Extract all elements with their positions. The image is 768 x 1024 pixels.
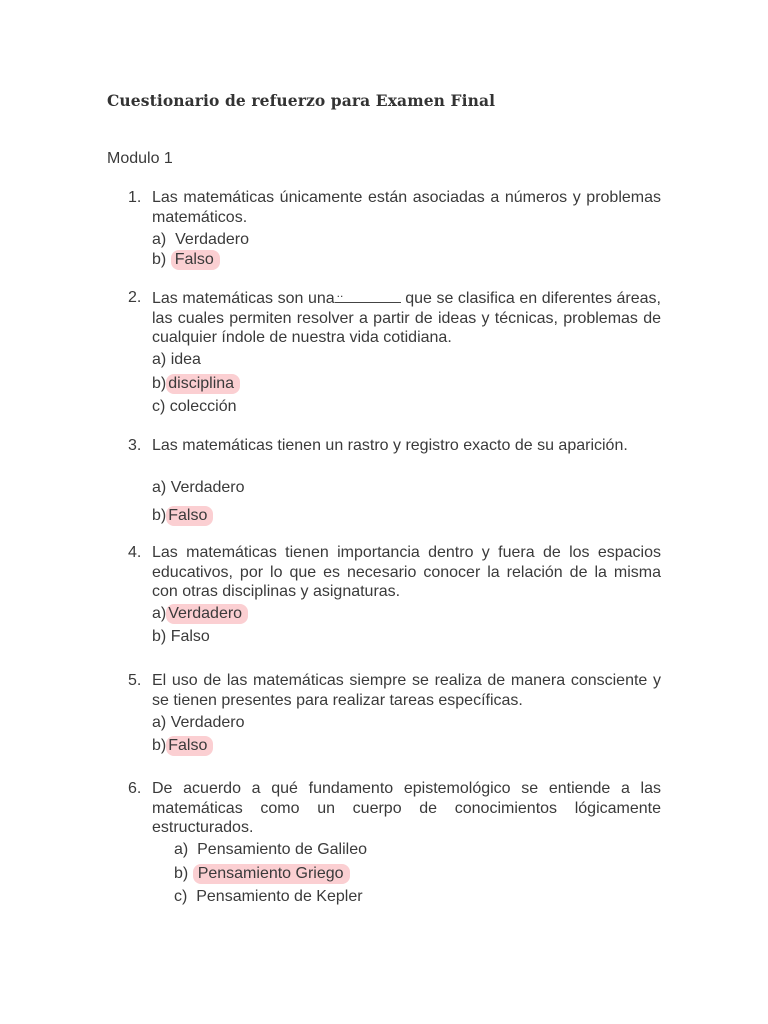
option-label: b) — [152, 628, 167, 645]
option-label: c) — [174, 888, 188, 905]
document-title: Cuestionario de refuerzo para Examen Final — [107, 91, 496, 110]
option-text-highlighted: Falso — [166, 736, 213, 756]
option-label: a) — [152, 231, 167, 248]
option-text: Pensamiento de Kepler — [196, 888, 363, 905]
question-text: Las matemáticas tienen importancia dentro y fuera de los espacios educativos, por lo que es necesario conocer la relación de la misma con otras disciplinas y asignaturas. — [152, 544, 661, 600]
option-text: Falso — [170, 628, 210, 645]
fill-in-blank — [335, 288, 401, 303]
option-a[interactable] — [152, 604, 248, 624]
question-number: 3. — [128, 437, 142, 454]
option-label: a) — [174, 841, 189, 858]
option-text-highlighted: Falso — [171, 250, 220, 270]
question-text: El uso de las matemáticas siempre se realiza de manera consciente y se tienen presentes para realizar tareas específicas. — [152, 672, 661, 709]
question-text-after: que se clasifica en diferentes áreas, las cuales permiten resolver a partir de ideas y técnicas, problemas de cualquier índole de nuestra vida cotidiana. — [152, 290, 661, 346]
option-a[interactable] — [152, 713, 245, 733]
option-text-highlighted: Pensamiento Griego — [193, 864, 350, 884]
question-text — [152, 288, 661, 348]
question-number: 5. — [128, 672, 142, 689]
option-label: a) — [152, 605, 167, 622]
option-label: b) — [152, 737, 167, 754]
option-c[interactable] — [152, 397, 236, 417]
question-number: 1. — [128, 189, 142, 206]
option-b[interactable] — [152, 250, 220, 270]
question-text-before: Las matemáticas son una — [152, 290, 335, 307]
option-text: Pensamiento de Galileo — [197, 841, 368, 858]
option-a[interactable] — [152, 230, 249, 250]
question-text: Las matemáticas únicamente están asociadas a números y problemas matemáticos. — [152, 189, 661, 226]
module-heading: Modulo 1 — [107, 150, 173, 167]
option-label: a) — [152, 714, 167, 731]
question-text: Las matemáticas tienen un rastro y registro exacto de su aparición. — [152, 437, 628, 454]
option-b[interactable] — [174, 864, 350, 884]
option-text-highlighted: disciplina — [166, 374, 240, 394]
option-c[interactable] — [174, 887, 363, 907]
option-a[interactable] — [152, 350, 201, 370]
question-text: De acuerdo a qué fundamento epistemológico se entiende a las matemáticas como un cuerpo de conocimientos lógicamente estructurados. — [152, 780, 661, 836]
question-number: 4. — [128, 544, 142, 561]
option-a[interactable] — [174, 840, 367, 860]
option-text: idea — [170, 351, 201, 368]
blank-mark: .. — [336, 286, 344, 300]
option-label: a) — [152, 479, 167, 496]
option-text: Verdadero — [170, 714, 245, 731]
option-b[interactable] — [152, 627, 210, 647]
option-text: colección — [169, 398, 237, 415]
option-text: Verdadero — [170, 479, 245, 496]
question-number: 6. — [128, 780, 142, 797]
option-a[interactable] — [152, 478, 245, 498]
option-label: a) — [152, 351, 167, 368]
option-b[interactable] — [152, 736, 213, 756]
option-text-highlighted: Verdadero — [166, 604, 248, 624]
option-b[interactable] — [152, 374, 240, 394]
option-text: Verdadero — [175, 231, 249, 248]
option-label: b) — [174, 865, 189, 882]
option-label: b) — [152, 507, 167, 524]
option-label: b) — [152, 251, 167, 268]
option-b[interactable] — [152, 506, 213, 526]
option-label: c) — [152, 398, 166, 415]
question-number: 2. — [128, 289, 142, 306]
option-text-highlighted: Falso — [166, 506, 213, 526]
option-label: b) — [152, 375, 167, 392]
